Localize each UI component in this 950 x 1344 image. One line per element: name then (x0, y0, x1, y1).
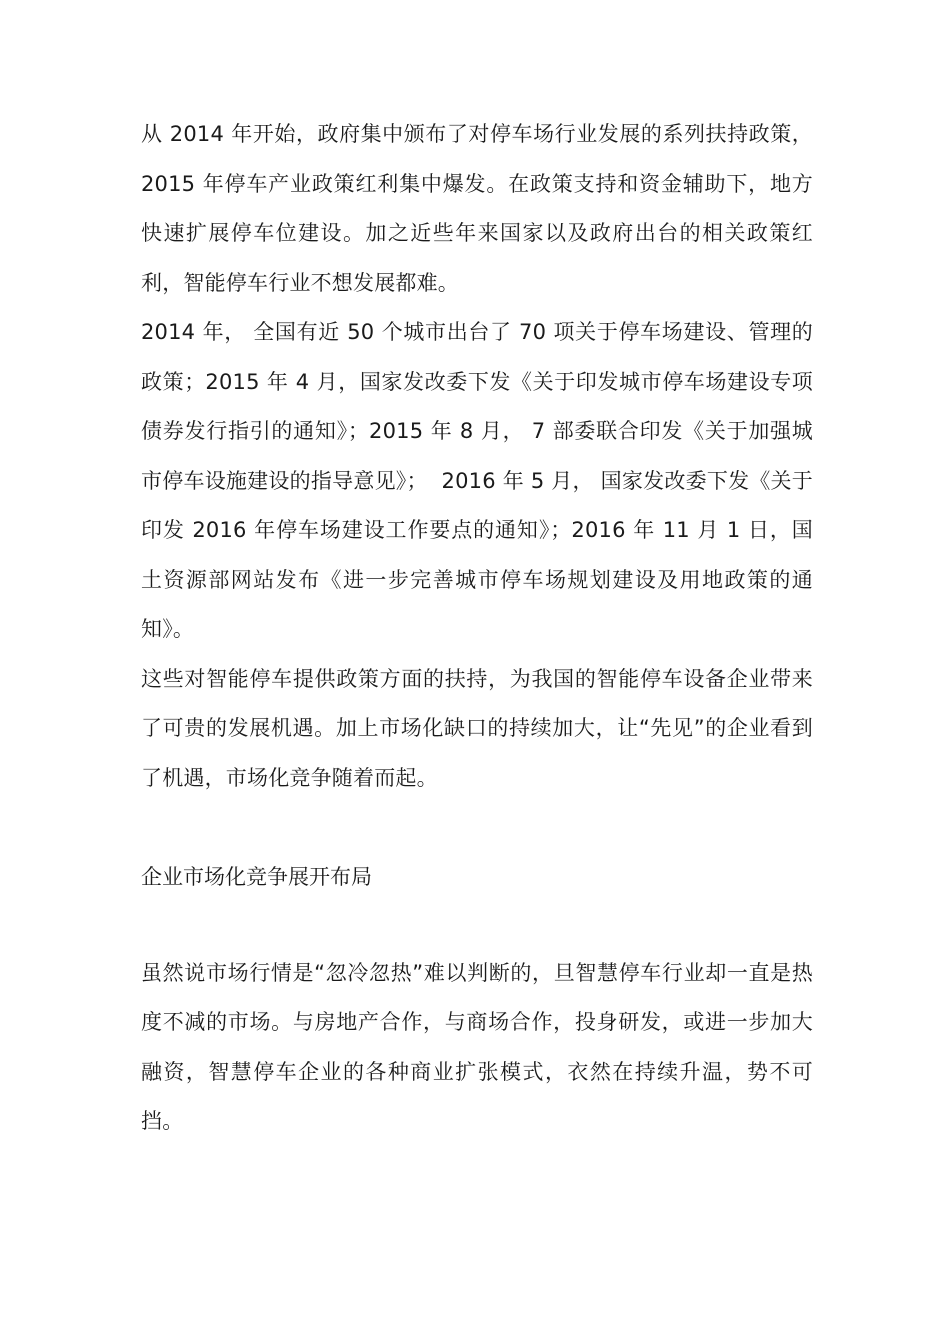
paragraph-market-opportunity: 这些对智能停车提供政策方面的扶持，为我国的智能停车设备企业带来了可贵的发展机遇。加上市场化缺口的持续加大，让“先见”的企业看到了机遇，市场化竞争随着而起。 (141, 666, 813, 790)
paragraph-policy-timeline: 2014 年， 全国有近 50 个城市出台了 70 项关于停车场建设、管理的政策；2015 年 4 月，国家发改委下发《关于印发城市停车场建设专项债券发行指引的通知》；2015 年 8 月， 7 部委联合印发《关于加强城市停车设施建设的指导意见》； 2016 年 5 月， 国家发改委下发《关于印发 2016 年停车场建设工作要点的通知》；2016 年 11 月 1 日，国土资源部网站发布《进一步完善城市停车场规划建设及用地政策的通知》。 (141, 320, 813, 641)
spacer (141, 903, 813, 949)
section-heading: 企业市场化竞争展开布局 (141, 865, 372, 889)
paragraph-policy-support: 从 2014 年开始，政府集中颁布了对停车场行业发展的系列扶持政策，2015 年停车产业政策红利集中爆发。在政策支持和资金辅助下，地方快速扩展停车位建设。加之近些年来国家以及政府出台的相关政策红利，智能停车行业不想发展都难。 (141, 122, 813, 295)
paragraph-market-trend: 虽然说市场行情是“忽冷忽热”难以判断的，旦智慧停车行业却一直是热度不减的市场。与房地产合作，与商场合作，投身研发，或进一步加大融资，智慧停车企业的各种商业扩张模式，衣然在持续升温，势不可挡。 (141, 960, 813, 1133)
spacer (141, 803, 813, 853)
document-body (141, 110, 813, 1147)
